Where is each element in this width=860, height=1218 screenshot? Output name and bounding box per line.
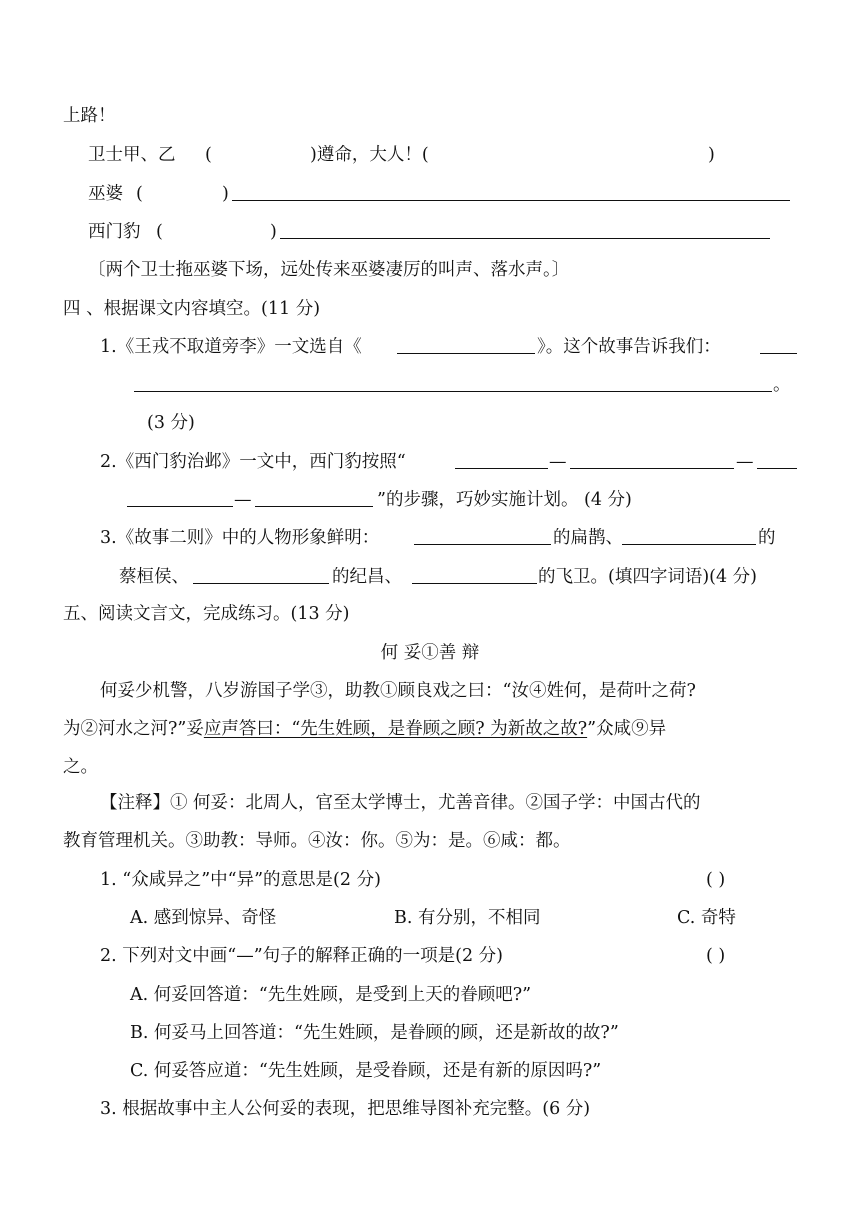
- s5-q2-text: 2. 下列对文中画“—”句子的解释正确的一项是(2 分): [100, 946, 504, 966]
- s4-q2-blank-3a[interactable]: [757, 450, 797, 469]
- ximen-paren-close: ): [270, 222, 277, 242]
- guard-paren-open: (: [205, 145, 212, 165]
- s4-q1-text-a: 1.《王戎不取道旁李》一文选自《: [100, 337, 362, 357]
- s4-q1-period: 。: [773, 375, 791, 395]
- notes-line-2: 教育管理机关。③助教：导师。④汝：你。⑤为：是。⑥咸：都。: [63, 831, 571, 851]
- s4-q3-text-e: 的纪昌、: [332, 567, 402, 587]
- s4-q2-blank-3b[interactable]: [127, 488, 233, 507]
- guard-speaker: 卫士甲、乙: [88, 145, 176, 165]
- passage-line-3: 之。: [63, 757, 98, 777]
- passage-line-2-end: ”众咸⑨异: [587, 719, 667, 739]
- s5-q2-option-b: B. 何妥马上回答道：“先生姓顾，是眷顾的顾，还是新故的故?”: [130, 1023, 619, 1043]
- passage-line-2-start: 为②河水之河?”妥: [63, 719, 204, 739]
- s4-q2-dash-1: —: [549, 452, 567, 472]
- ximen-answer-blank[interactable]: [280, 220, 770, 239]
- ximen-paren-open: (: [156, 222, 163, 242]
- s5-q2-option-c: C. 何妥答应道：“先生姓顾，是受眷顾，还是有新的原因吗?”: [130, 1061, 602, 1081]
- s5-q1-option-b: B. 有分别，不相同: [394, 908, 541, 928]
- s4-q2-blank-1[interactable]: [455, 450, 548, 469]
- s5-q1-option-c: C. 奇特: [677, 908, 736, 928]
- underlined-sentence: 应声答曰：“先生姓顾，是眷顾之顾? 为新故之故?: [203, 719, 588, 739]
- wupo-paren-close: ): [222, 184, 229, 204]
- s5-q1-answer-paren[interactable]: ( ): [706, 870, 726, 890]
- s5-q1-text: 1. “众咸异之”中“异”的意思是(2 分): [100, 870, 381, 890]
- script-line-ending: 上路！: [63, 106, 116, 126]
- s5-q2-answer-paren[interactable]: ( ): [706, 946, 726, 966]
- section4-heading: 四 、根据课文内容填空。(11 分): [63, 299, 321, 319]
- s4-q1-lesson-blank-1[interactable]: [760, 335, 797, 354]
- wupo-answer-blank[interactable]: [232, 182, 790, 201]
- s4-q1-lesson-blank-2[interactable]: [134, 373, 772, 392]
- guard-paren-close: ): [708, 145, 715, 165]
- passage-line-2: [63, 716, 666, 742]
- passage-title: 何 妥①善 辩: [380, 643, 480, 663]
- passage-line-1: 何妥少机警，八岁游国子学③，助教①顾良戏之曰：“汝④姓何，是荷叶之荷?: [100, 681, 696, 701]
- s5-q1-option-a: A. 感到惊异、奇怪: [130, 908, 277, 928]
- s4-q1-text-b: 》。这个故事告诉我们：: [537, 337, 721, 357]
- s4-q1-score: (3 分): [147, 413, 195, 433]
- s4-q3-text-c: 的: [758, 528, 776, 548]
- s4-q3-blank-4[interactable]: [412, 565, 537, 584]
- s4-q2-text-a: 2.《西门豹治邺》一文中，西门豹按照“: [100, 452, 406, 472]
- s4-q3-blank-3[interactable]: [193, 565, 329, 584]
- s4-q3-text-b: 的扁鹊、: [553, 528, 623, 548]
- s4-q3-blank-2[interactable]: [622, 526, 756, 545]
- s5-q2-option-a: A. 何妥回答道：“先生姓顾，是受到上天的眷顾吧?”: [130, 985, 532, 1005]
- s4-q3-text-d: 蔡桓侯、: [119, 567, 189, 587]
- s4-q3-text-a: 3.《故事二则》中的人物形象鲜明：: [100, 528, 380, 548]
- s4-q2-blank-4[interactable]: [255, 488, 373, 507]
- ximen-speaker: 西门豹: [88, 222, 141, 242]
- s4-q3-text-f: 的飞卫。(填四字词语)(4 分): [538, 567, 758, 587]
- s4-q2-blank-2[interactable]: [570, 450, 734, 469]
- stage-direction: 〔两个卫士拖巫婆下场，远处传来巫婆凄厉的叫声、落水声。〕: [88, 260, 570, 280]
- wupo-speaker: 巫婆: [88, 184, 123, 204]
- s4-q1-book-blank[interactable]: [397, 335, 535, 354]
- guard-line: )遵命，大人！(: [310, 145, 429, 165]
- s5-q3-text: 3. 根据故事中主人公何妥的表现，把思维导图补充完整。(6 分): [100, 1099, 591, 1119]
- s4-q2-dash-2: —: [736, 452, 754, 472]
- notes-line-1: 【注释】① 何妥：北周人，官至太学博士，尤善音律。②国子学：中国古代的: [100, 793, 701, 813]
- s4-q2-dash-3: —: [234, 490, 252, 510]
- section5-heading: 五、阅读文言文，完成练习。(13 分): [63, 604, 350, 624]
- s4-q3-blank-1[interactable]: [414, 526, 551, 545]
- wupo-paren-open: (: [136, 184, 143, 204]
- s4-q2-text-b: ”的步骤，巧妙实施计划。 (4 分): [377, 490, 632, 510]
